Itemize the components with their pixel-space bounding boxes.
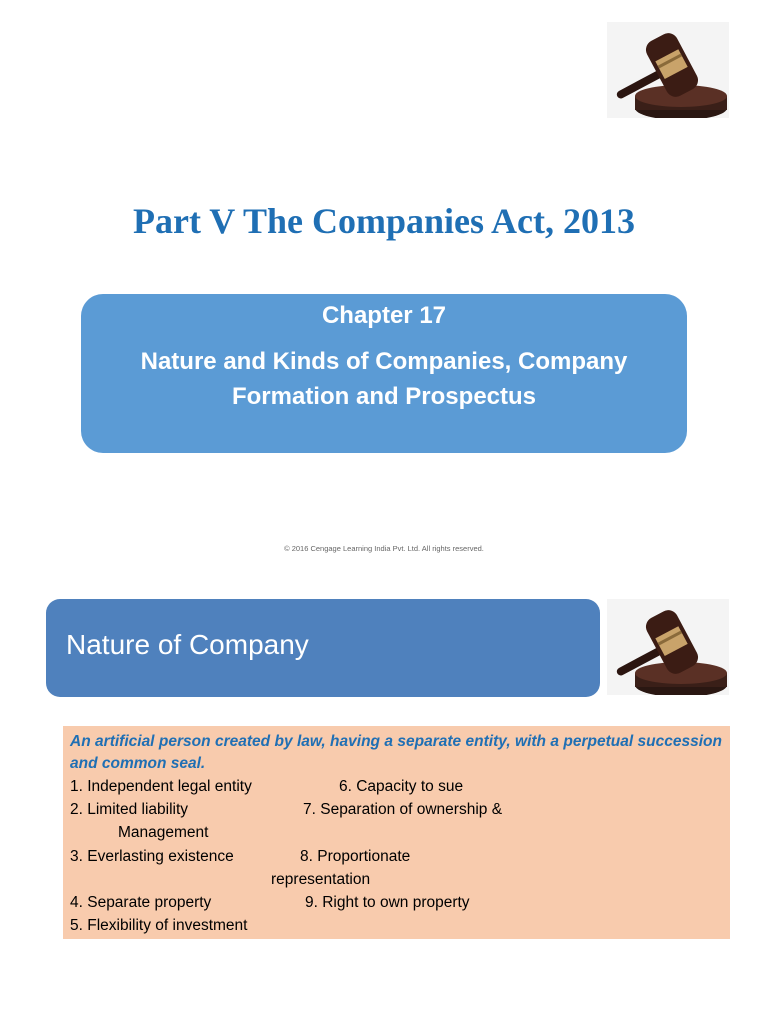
list-item: 8. Proportionate — [300, 848, 411, 865]
company-definition: An artificial person created by law, having a separate entity, with a perpetual succession and common seal. — [70, 733, 722, 772]
chapter-title: Nature and Kinds of Companies, Company Formation and Prospectus — [140, 348, 628, 410]
list-item: 5. Flexibility of investment — [70, 917, 248, 934]
list-item: 2. Limited liability — [70, 801, 189, 818]
copyright-notice: © 2016 Cengage Learning India Pvt. Ltd. All rights reserved. — [284, 544, 484, 553]
list-item: 1. Independent legal entity — [70, 778, 252, 795]
list-item: 4. Separate property — [70, 894, 212, 911]
gavel-icon — [607, 599, 729, 695]
list-item: 7. Separation of ownership & — [303, 801, 503, 818]
section-heading-box — [46, 599, 600, 697]
list-item: representation — [271, 871, 371, 888]
gavel-icon — [607, 22, 729, 118]
chapter-number: Chapter 17 — [321, 302, 447, 329]
list-item: Management — [118, 824, 209, 841]
list-item: 6. Capacity to sue — [339, 778, 464, 795]
list-item: 9. Right to own property — [305, 894, 470, 911]
section-heading: Nature of Company — [66, 629, 309, 660]
chapter-box — [81, 294, 687, 453]
content-box — [63, 726, 730, 939]
list-item: 3. Everlasting existence — [70, 848, 234, 865]
slide-title: Part V The Companies Act, 2013 — [132, 201, 635, 241]
